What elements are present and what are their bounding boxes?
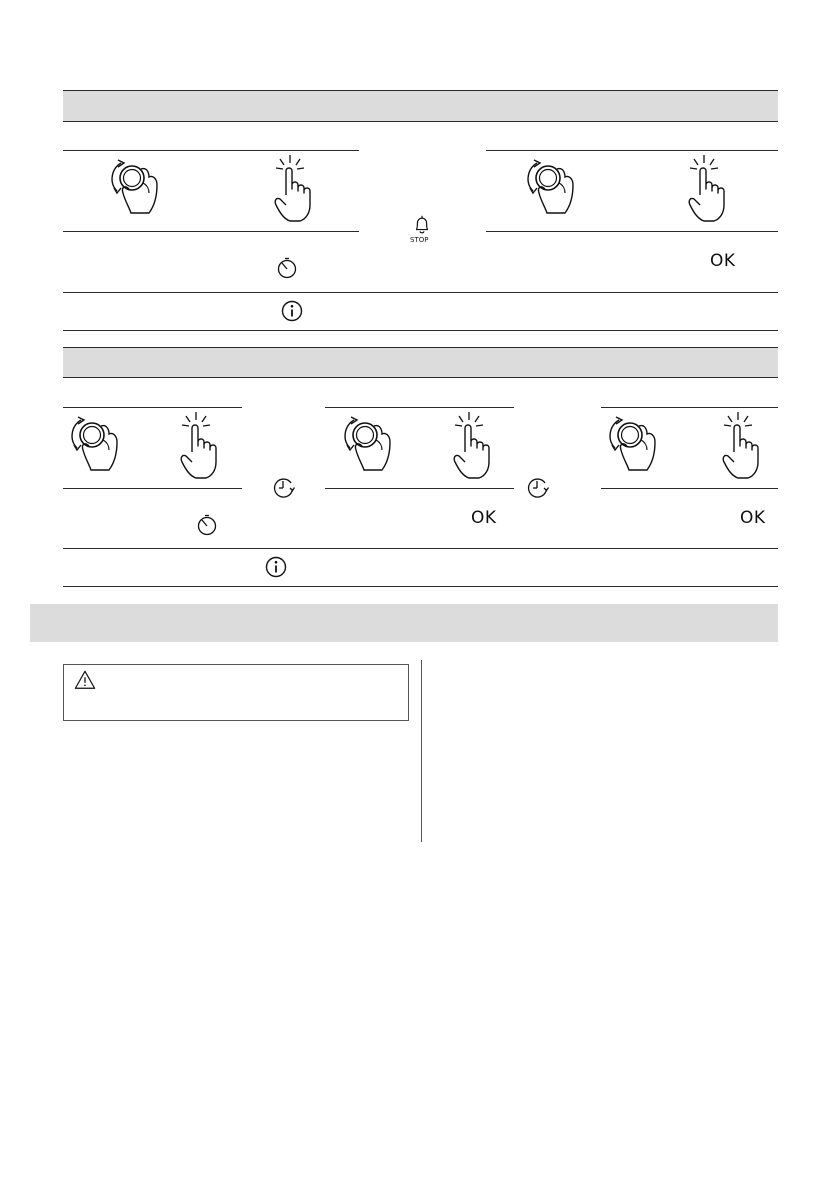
divider bbox=[63, 231, 359, 232]
ok-label: OK bbox=[740, 508, 766, 528]
divider bbox=[63, 488, 242, 489]
section-header-bar-3 bbox=[30, 604, 778, 642]
divider bbox=[63, 586, 778, 587]
info-icon bbox=[264, 555, 288, 579]
touch-hand-icon bbox=[168, 410, 228, 480]
info-icon bbox=[280, 299, 304, 323]
divider bbox=[325, 407, 514, 408]
clock-icon bbox=[272, 475, 296, 499]
divider bbox=[486, 231, 778, 232]
touch-hand-icon bbox=[262, 153, 322, 223]
knob-turn-hand-icon bbox=[65, 410, 135, 480]
divider bbox=[63, 292, 778, 293]
knob-turn-hand-icon bbox=[603, 410, 673, 480]
section-header-bar-1 bbox=[63, 90, 778, 122]
divider bbox=[63, 548, 778, 549]
warning-triangle-icon bbox=[74, 669, 96, 691]
touch-hand-icon bbox=[441, 410, 501, 480]
warning-box bbox=[63, 664, 409, 721]
timer-icon bbox=[275, 256, 299, 280]
divider bbox=[63, 330, 778, 331]
divider bbox=[601, 407, 778, 408]
divider bbox=[63, 150, 359, 151]
section-header-bar-2 bbox=[63, 347, 778, 378]
divider bbox=[601, 488, 778, 489]
stop-label: STOP bbox=[410, 236, 429, 244]
divider bbox=[486, 150, 778, 151]
bell-stop-icon bbox=[411, 214, 433, 236]
ok-label: OK bbox=[710, 251, 736, 271]
clock-icon bbox=[526, 475, 550, 499]
touch-hand-icon bbox=[710, 410, 770, 480]
divider bbox=[63, 407, 242, 408]
knob-turn-hand-icon bbox=[521, 153, 591, 223]
column-divider bbox=[421, 660, 422, 842]
divider bbox=[325, 488, 514, 489]
knob-turn-hand-icon bbox=[105, 153, 175, 223]
knob-turn-hand-icon bbox=[338, 410, 408, 480]
ok-label: OK bbox=[471, 508, 497, 528]
touch-hand-icon bbox=[676, 153, 736, 223]
timer-icon bbox=[195, 513, 219, 537]
